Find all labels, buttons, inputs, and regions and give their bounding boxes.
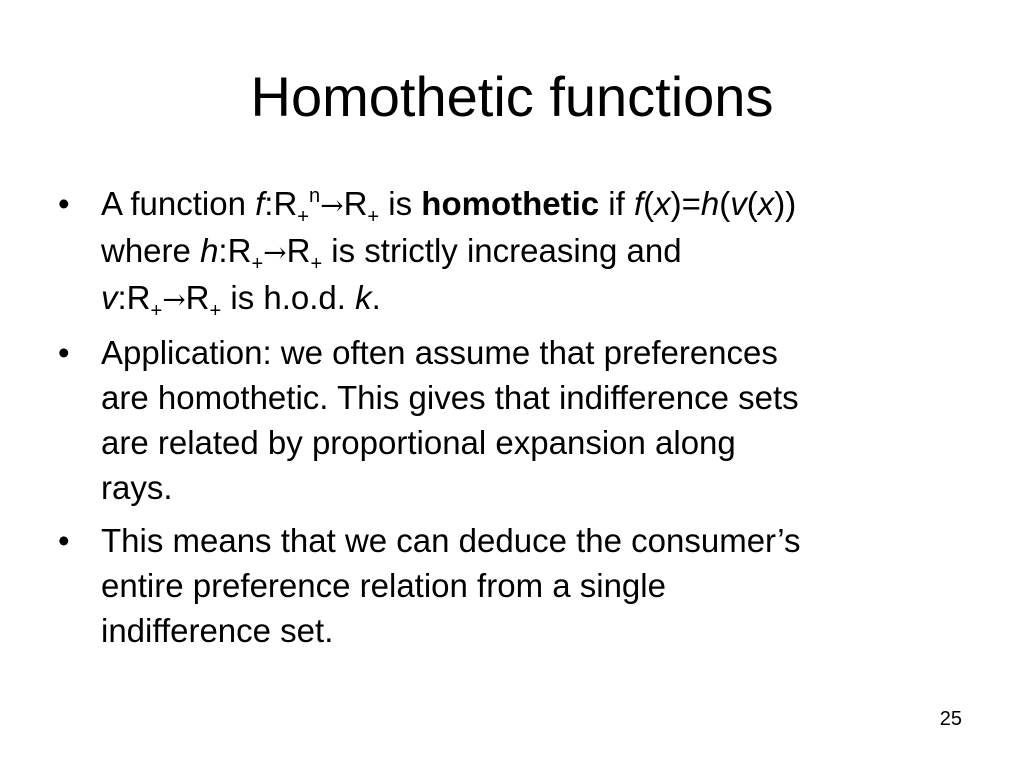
bullet-application [58, 330, 978, 510]
text-segment: R [126, 279, 151, 316]
superscript-n: n [308, 185, 321, 207]
var-h: h [700, 185, 720, 222]
deduction-line: entire preference relation from a single [101, 567, 666, 604]
text-segment: ( [643, 185, 655, 222]
text-segment: : [218, 232, 228, 269]
application-line: Application: we often assume that preferences [101, 334, 778, 371]
slide-title: Homothetic functions [250, 65, 774, 128]
text-segment: ( [719, 185, 731, 222]
application-line: are related by proportional expansion along [101, 424, 736, 461]
subscript-plus: + [209, 300, 222, 322]
text-segment: : [264, 185, 274, 222]
subscript-plus: + [297, 206, 309, 228]
arrow-icon: → [162, 283, 186, 316]
text-segment: if [599, 185, 634, 222]
bullet-list [58, 181, 978, 661]
text-segment: )= [670, 185, 701, 222]
bullet-marker: • [58, 522, 70, 559]
var-k: k [355, 279, 372, 316]
text-segment: : [117, 279, 127, 316]
text-segment: . [371, 279, 381, 316]
page-number: 25 [939, 708, 962, 730]
term-homothetic: homothetic [421, 185, 600, 222]
application-line: rays. [101, 469, 173, 506]
var-h: h [200, 232, 219, 269]
text-segment: is [379, 185, 422, 222]
bullet-deduction [58, 518, 978, 653]
var-f: f [633, 185, 644, 222]
text-segment: R [343, 185, 368, 222]
application-line: are homothetic. This gives that indifference sets [101, 379, 799, 416]
text-segment: )) [774, 185, 797, 222]
arrow-icon: → [263, 236, 287, 269]
definition-line-1 [101, 181, 978, 228]
text-segment: R [273, 185, 298, 222]
text-segment: A function [101, 185, 256, 222]
text-segment: is h.o.d. [221, 279, 356, 316]
definition-line-2 [101, 228, 978, 275]
text-segment: is strictly increasing and [322, 232, 682, 269]
var-x: x [757, 185, 775, 222]
text-segment: R [227, 232, 252, 269]
bullet-homothetic-definition [58, 181, 978, 322]
text-segment: R [185, 279, 210, 316]
var-v: v [101, 279, 118, 316]
var-x: x [654, 185, 671, 222]
arrow-icon: → [320, 189, 344, 222]
subscript-plus: + [310, 253, 323, 275]
subscript-plus: + [251, 253, 264, 275]
var-f: f [255, 185, 265, 222]
text-segment: where [101, 232, 201, 269]
subscript-plus: + [150, 300, 163, 322]
var-v: v [730, 185, 747, 222]
definition-line-3 [101, 275, 978, 322]
text-segment: R [286, 232, 311, 269]
text-segment: ( [746, 185, 758, 222]
bullet-marker: • [58, 334, 70, 371]
subscript-plus: + [367, 206, 380, 228]
deduction-line: This means that we can deduce the consumer’s [101, 522, 801, 559]
deduction-line: indifference set. [101, 612, 334, 649]
bullet-marker: • [58, 185, 70, 222]
